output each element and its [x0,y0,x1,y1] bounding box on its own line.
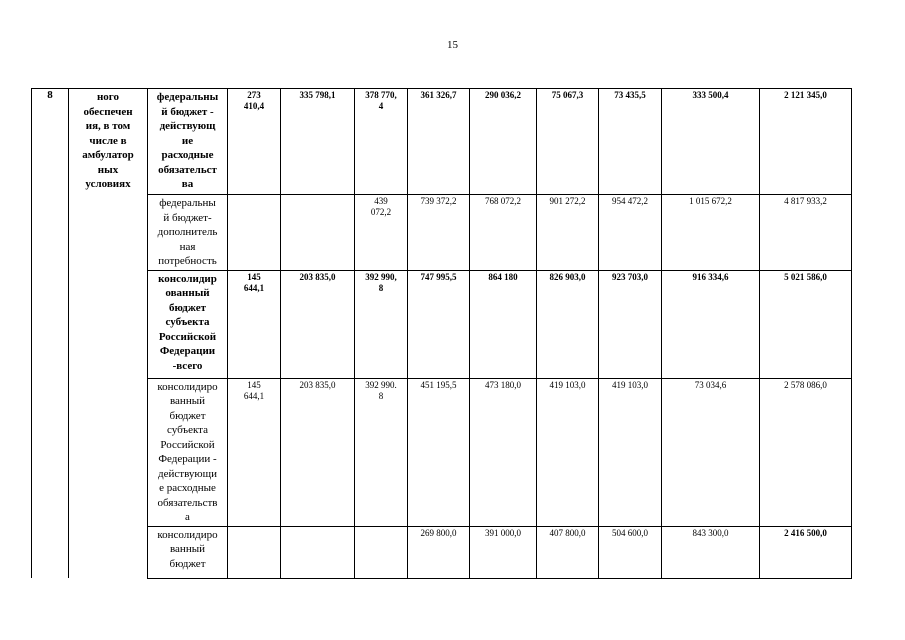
table-row [32,526,852,578]
year-value-cell [537,378,599,526]
text-line: ванный [170,395,205,407]
text-line: й бюджет - [161,105,214,118]
year-value-cell [355,526,408,578]
text-line: 439 [374,196,388,206]
text-line: 75 067,3 [551,90,584,100]
text-line: 203 835,0 [299,271,336,282]
year-value-cell [281,270,355,378]
text-line: 864 180 [488,271,518,282]
text-line: 739 372,2 [420,196,457,206]
text-line: ного [96,91,120,103]
year-value-cell [599,89,662,195]
text-line: субъекта [165,316,210,328]
year-value-cell [470,526,537,578]
text-line: -всего [172,359,203,372]
table-row [32,89,852,195]
text-line: ванный [170,543,205,555]
text-line: 4 817 933,2 [784,196,827,206]
text-line: 901 272,2 [549,196,586,206]
year-value-cell [228,195,281,271]
year-value-cell [281,526,355,578]
text-line: консолидир [158,272,217,285]
year-value-cell [662,378,760,526]
funding-source-cell [148,195,228,271]
text-line: условиях [85,178,131,190]
text-line: 2 416 500,0 [784,527,827,538]
text-line: 916 334,6 [692,271,729,282]
text-line: 410,4 [243,101,265,111]
text-line: Федерации - [158,453,217,465]
funding-source-cell [148,270,228,378]
year-value-cell [408,378,470,526]
year-value-cell [408,89,470,195]
year-value-cell [355,270,408,378]
text-line: 504 600,0 [612,527,648,538]
text-line: 391 000,0 [485,527,521,538]
year-value-cell [470,378,537,526]
text-line: 145 [247,379,261,390]
total-value-cell [760,270,852,378]
budget-table [31,88,852,579]
table-row [32,378,852,526]
text-line: 392 990, [365,271,397,282]
funding-source-cell [148,378,228,526]
text-line: 8 [378,390,384,401]
text-line: 843 300,0 [692,527,729,538]
text-line: 419 103,0 [549,379,586,390]
text-line: ия, в том [85,120,131,132]
text-line: обязательст [158,163,217,176]
text-line: консолидиро [157,528,218,541]
total-value-cell [760,526,852,578]
year-value-cell [599,378,662,526]
total-value-cell [760,89,852,195]
table-row [32,195,852,271]
text-line: Российской [158,330,217,343]
text-line: бюджет [169,301,206,314]
text-line: а [185,511,190,523]
total-value-cell [760,195,852,271]
text-line: числе в [89,134,127,147]
text-line: бюджет [169,557,206,570]
text-line: бюджет [169,409,206,422]
text-line: 73 435,5 [614,90,646,100]
year-value-cell [537,526,599,578]
text-line: 072,2 [370,207,392,217]
text-line: 73 034,6 [694,379,727,390]
row-number-cell: 8 [32,89,69,579]
text-line: 644,1 [243,390,265,401]
text-line: дополнитель [157,226,218,238]
text-line: федеральны [159,197,216,209]
text-line: ная [179,240,196,253]
year-value-cell [599,526,662,578]
text-line: действующи [158,467,217,480]
year-value-cell [537,270,599,378]
text-line: 407 800,0 [549,527,586,538]
text-line: 644,1 [243,282,265,293]
year-value-cell [281,378,355,526]
year-value-cell [228,89,281,195]
text-line: 335 798,1 [299,90,336,100]
year-value-cell [662,526,760,578]
year-value-cell [599,195,662,271]
year-value-cell [228,378,281,526]
year-value-cell [355,195,408,271]
text-line: 269 800,0 [420,527,457,538]
year-value-cell [662,89,760,195]
text-line: 826 903,0 [549,271,586,282]
text-line: 1 015 672,2 [689,196,732,206]
year-value-cell [228,270,281,378]
text-line: 473 180,0 [485,379,521,390]
year-value-cell [537,195,599,271]
text-line: субъекта [166,424,208,436]
text-line: 361 326,7 [420,90,457,100]
year-value-cell [355,378,408,526]
text-line: амбулатор [82,149,134,161]
year-value-cell [408,270,470,378]
year-value-cell [537,89,599,195]
text-line: 8 [378,282,384,293]
table-row [32,270,852,378]
text-line: 333 500,4 [692,90,729,100]
text-line: федеральны [156,91,219,103]
year-value-cell [662,195,760,271]
text-line: Федерации [159,345,216,357]
year-value-cell [470,195,537,271]
year-value-cell [470,270,537,378]
text-line: 273 [247,90,261,100]
text-line: ие [181,134,194,147]
text-line: 4 [378,101,384,111]
year-value-cell [408,526,470,578]
text-line: 451 195,5 [420,379,457,390]
text-line: действующ [159,120,216,132]
page-number: 15 [447,39,458,51]
text-line: обеспечен [83,105,133,118]
text-line: 5 021 586,0 [784,271,827,282]
text-line: 392 990. [365,379,397,390]
text-line: 768 072,2 [485,196,521,206]
text-line: ва [181,178,194,190]
funding-source-cell [148,526,228,578]
text-line: 2 578 086,0 [784,379,827,390]
year-value-cell [662,270,760,378]
text-line: консолидиро [157,380,218,393]
text-line: 203 835,0 [299,379,336,390]
year-value-cell [599,270,662,378]
text-line: Российской [160,438,215,451]
text-line: й бюджет- [163,211,212,224]
year-value-cell [355,89,408,195]
year-value-cell [228,526,281,578]
text-line: обязательств [157,496,218,509]
year-value-cell [408,195,470,271]
text-line: 2 121 345,0 [784,90,827,100]
text-line: 378 770, [365,90,397,100]
text-line: расходные [161,149,214,161]
text-line: 747 995,5 [420,271,457,282]
text-line: 290 036,2 [485,90,521,100]
text-line: 419 103,0 [612,379,648,390]
year-value-cell [470,89,537,195]
text-line: ованный [165,287,210,299]
text-line: ных [97,163,119,176]
text-line: 954 472,2 [612,196,648,206]
measure-name-cell [69,89,148,579]
text-line: 923 703,0 [612,271,648,282]
year-value-cell [281,89,355,195]
text-line: потребность [158,255,217,267]
text-line: 145 [247,271,261,282]
total-value-cell [760,378,852,526]
text-line: е расходные [159,482,216,494]
funding-source-cell [148,89,228,195]
year-value-cell [281,195,355,271]
